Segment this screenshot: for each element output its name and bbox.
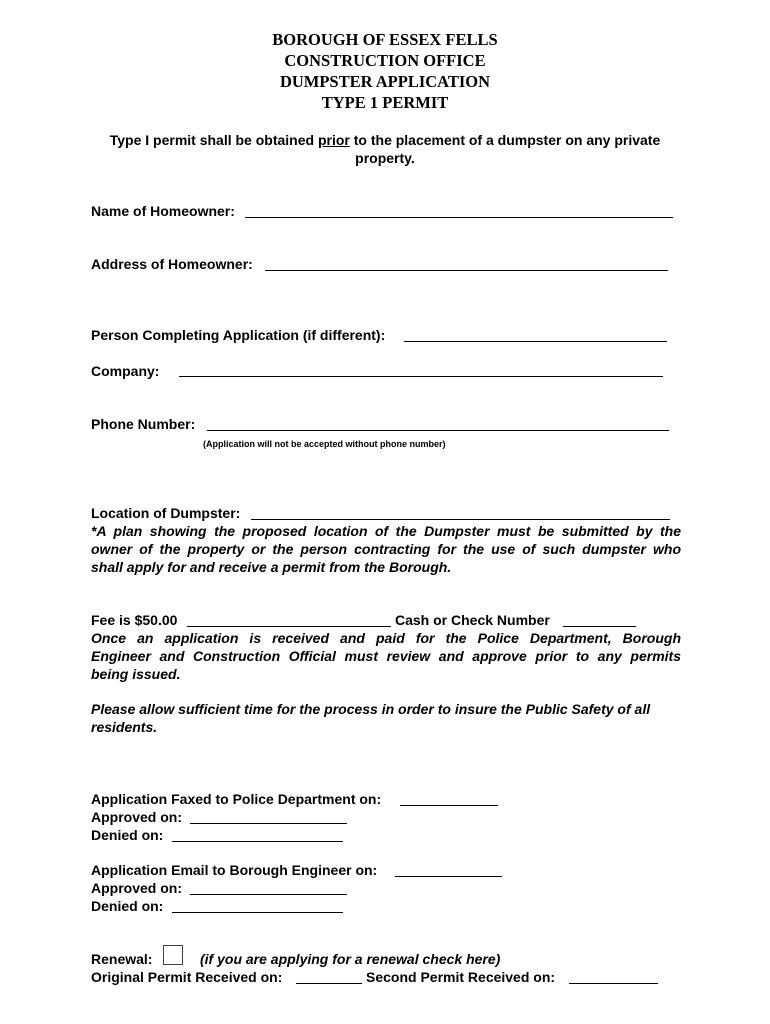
company-field[interactable] xyxy=(179,376,663,377)
company-label: Company: xyxy=(91,363,160,379)
plan-note-line-3: shall apply for and receive a permit from the Borough. xyxy=(91,559,452,575)
second-permit-label: Second Permit Received on: xyxy=(366,969,556,985)
document-header xyxy=(0,29,770,113)
original-permit-label: Original Permit Received on: xyxy=(91,969,283,985)
fee-note-line-3: being issued. xyxy=(91,666,181,682)
safety-note xyxy=(91,700,691,736)
intro-line-1 xyxy=(0,131,770,149)
police-faxed-label: Application Faxed to Police Department on: xyxy=(91,791,382,807)
intro-before: Type I permit shall be obtained xyxy=(109,132,318,148)
cash-check-field[interactable] xyxy=(563,626,636,627)
homeowner-name-label: Name of Homeowner: xyxy=(91,203,235,219)
engineer-denied-label: Denied on: xyxy=(91,898,164,914)
homeowner-name-field[interactable] xyxy=(245,217,673,218)
renewal-checkbox[interactable] xyxy=(163,945,183,965)
fee-note xyxy=(91,629,681,683)
intro-after: to the placement of a dumpster on any private xyxy=(349,132,661,148)
phone-label: Phone Number: xyxy=(91,416,196,432)
header-title: DUMPSTER APPLICATION xyxy=(279,72,491,91)
safety-note-line-2: residents. xyxy=(91,719,158,735)
plan-note-line-2: owner of the property or the person contracting for the use of such dumpster who xyxy=(91,541,681,557)
person-completing-label: Person Completing Application (if different): xyxy=(91,327,386,343)
police-approved-field[interactable] xyxy=(190,823,347,824)
renewal-hint: (if you are applying for a renewal check here) xyxy=(200,951,501,967)
fee-label: Fee is $50.00 xyxy=(91,612,178,628)
plan-note-line-1: *A plan showing the proposed location of the Dumpster must be submitted by the xyxy=(91,523,681,539)
second-permit-field[interactable] xyxy=(569,983,658,984)
location-label: Location of Dumpster: xyxy=(91,505,241,521)
original-permit-field[interactable] xyxy=(296,983,362,984)
location-field[interactable] xyxy=(251,519,670,520)
police-approved-label: Approved on: xyxy=(91,809,182,825)
police-faxed-field[interactable] xyxy=(400,805,498,806)
fee-note-line-1: Once an application is received and paid for the Police Department, Borough xyxy=(91,630,681,646)
renewal-label: Renewal: xyxy=(91,951,153,967)
header-office: CONSTRUCTION OFFICE xyxy=(284,51,486,70)
engineer-denied-field[interactable] xyxy=(172,912,343,913)
fee-field[interactable] xyxy=(187,626,391,627)
person-completing-field[interactable] xyxy=(404,341,667,342)
engineer-approved-label: Approved on: xyxy=(91,880,182,896)
homeowner-address-field[interactable] xyxy=(265,270,668,271)
intro-line-2: property. xyxy=(355,150,415,166)
safety-note-line-1: Please allow sufficient time for the process in order to insure the Public Safety of all xyxy=(91,701,651,717)
intro-emphasis: prior xyxy=(317,132,350,148)
header-borough: BOROUGH OF ESSEX FELLS xyxy=(272,30,498,49)
phone-note: (Application will not be accepted without phone number) xyxy=(203,439,446,449)
cash-check-label: Cash or Check Number xyxy=(395,612,550,628)
homeowner-address-label: Address of Homeowner: xyxy=(91,256,253,272)
fee-note-line-2: Engineer and Construction Official must review and approve prior to any permits xyxy=(91,648,681,664)
phone-field[interactable] xyxy=(207,430,669,431)
engineer-approved-field[interactable] xyxy=(190,894,347,895)
engineer-email-label: Application Email to Borough Engineer on: xyxy=(91,862,378,878)
engineer-email-field[interactable] xyxy=(395,876,502,877)
police-denied-label: Denied on: xyxy=(91,827,164,843)
police-denied-field[interactable] xyxy=(172,841,343,842)
plan-note xyxy=(91,522,681,576)
header-permit-type: TYPE 1 PERMIT xyxy=(321,93,449,112)
intro-text xyxy=(0,131,770,167)
